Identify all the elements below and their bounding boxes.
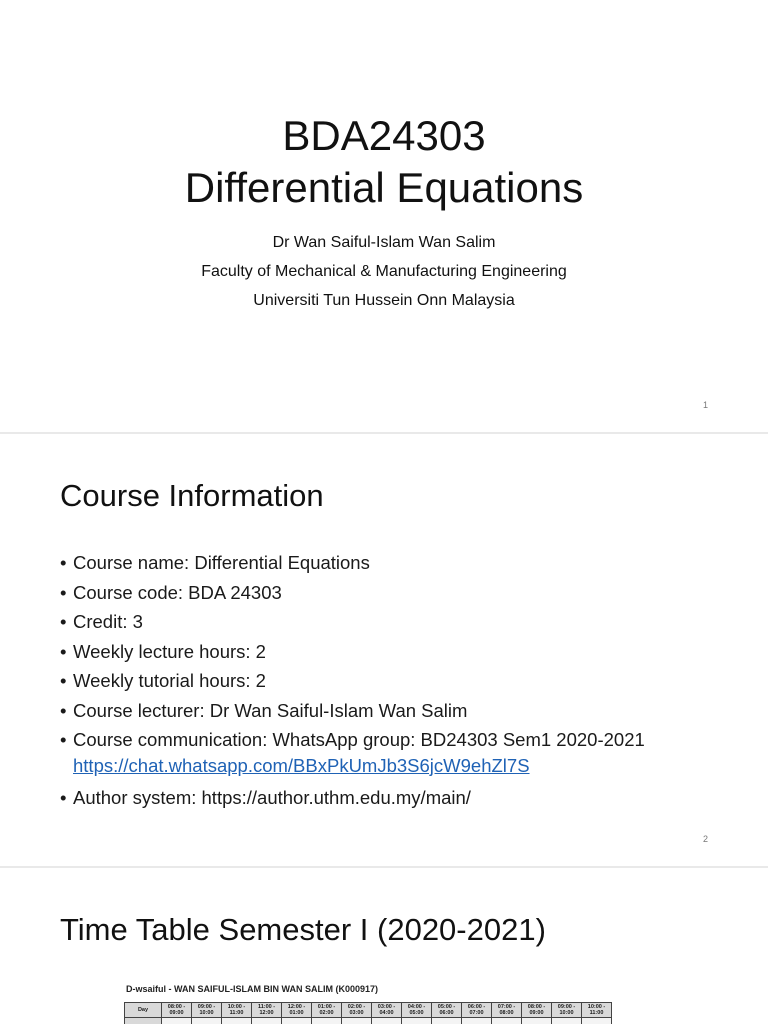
timetable-cell bbox=[552, 1018, 582, 1024]
timetable-cell bbox=[252, 1018, 282, 1024]
slide-number: 2 bbox=[702, 834, 708, 844]
bullet-communication bbox=[60, 725, 730, 777]
author-block bbox=[0, 228, 768, 315]
bullet-lecture-hours: • Weekly lecture hours: 2 bbox=[60, 637, 730, 667]
whatsapp-group-link[interactable]: https://chat.whatsapp.com/BBxPkUmJb3S6jcW9ehZl7S bbox=[73, 754, 530, 776]
timetable-slot: 08:00 - 09:00 bbox=[162, 1003, 192, 1018]
bullet-lecturer: • Course lecturer: Dr Wan Saiful-Islam Wan Salim bbox=[60, 696, 730, 726]
course-info-list bbox=[60, 548, 730, 812]
bullet-tutorial-hours: • Weekly tutorial hours: 2 bbox=[60, 666, 730, 696]
timetable-cell bbox=[462, 1018, 492, 1024]
timetable bbox=[124, 1002, 612, 1024]
timetable-cell bbox=[582, 1018, 612, 1024]
timetable-cell bbox=[192, 1018, 222, 1024]
timetable-cell bbox=[402, 1018, 432, 1024]
bullet-credit: • Credit: 3 bbox=[60, 607, 730, 637]
timetable-cell bbox=[222, 1018, 252, 1024]
timetable-slot: 08:00 - 09:00 bbox=[522, 1003, 552, 1018]
course-code-title: BDA24303 bbox=[282, 112, 486, 159]
timetable-slot: 05:00 - 06:00 bbox=[432, 1003, 462, 1018]
timetable-slot: 10:00 - 11:00 bbox=[582, 1003, 612, 1018]
timetable-cell bbox=[282, 1018, 312, 1024]
timetable-row bbox=[125, 1018, 612, 1024]
timetable-slot: 03:00 - 04:00 bbox=[372, 1003, 402, 1018]
timetable-cell bbox=[522, 1018, 552, 1024]
slide-course-information bbox=[0, 434, 768, 866]
course-name-title: Differential Equations bbox=[184, 164, 584, 211]
slide-time-table bbox=[0, 868, 768, 1024]
timetable-slot: 07:00 - 08:00 bbox=[492, 1003, 522, 1018]
slide-heading: Time Table Semester I (2020-2021) bbox=[60, 912, 546, 947]
timetable-cell bbox=[432, 1018, 462, 1024]
timetable-slot: 09:00 - 10:00 bbox=[192, 1003, 222, 1018]
bullet-course-name: • Course name: Differential Equations bbox=[60, 548, 730, 578]
timetable-slot: 04:00 - 05:00 bbox=[402, 1003, 432, 1018]
slide-number: 1 bbox=[702, 400, 708, 410]
university-name: Universiti Tun Hussein Onn Malaysia bbox=[253, 292, 515, 309]
timetable-slot: 01:00 - 02:00 bbox=[312, 1003, 342, 1018]
bullet-author-system: • Author system: https://author.uthm.edu.my/main/ bbox=[60, 783, 730, 813]
timetable-cell bbox=[162, 1018, 192, 1024]
faculty-name: Faculty of Mechanical & Manufacturing Engineering bbox=[201, 263, 567, 280]
timetable-caption: D-wsaiful - WAN SAIFUL-ISLAM BIN WAN SALIM (K000917) bbox=[126, 984, 379, 994]
timetable-day-header: Day bbox=[125, 1003, 162, 1018]
timetable-slot: 10:00 - 11:00 bbox=[222, 1003, 252, 1018]
author-name: Dr Wan Saiful-Islam Wan Salim bbox=[272, 234, 496, 251]
timetable-cell bbox=[372, 1018, 402, 1024]
timetable-slot: 12:00 - 01:00 bbox=[282, 1003, 312, 1018]
slide-title bbox=[0, 0, 768, 432]
timetable-cell bbox=[342, 1018, 372, 1024]
timetable-slot: 11:00 - 12:00 bbox=[252, 1003, 282, 1018]
timetable-cell bbox=[312, 1018, 342, 1024]
title-block bbox=[0, 110, 768, 214]
timetable-cell bbox=[125, 1018, 162, 1024]
timetable-header-row bbox=[125, 1003, 612, 1018]
bullet-course-code: • Course code: BDA 24303 bbox=[60, 578, 730, 608]
slide-heading: Course Information bbox=[60, 478, 324, 513]
timetable-cell bbox=[492, 1018, 522, 1024]
communication-text: Course communication: WhatsApp group: BD24303 Sem1 2020-2021 bbox=[73, 729, 645, 750]
timetable-slot: 09:00 - 10:00 bbox=[552, 1003, 582, 1018]
timetable-slot: 06:00 - 07:00 bbox=[462, 1003, 492, 1018]
timetable-slot: 02:00 - 03:00 bbox=[342, 1003, 372, 1018]
